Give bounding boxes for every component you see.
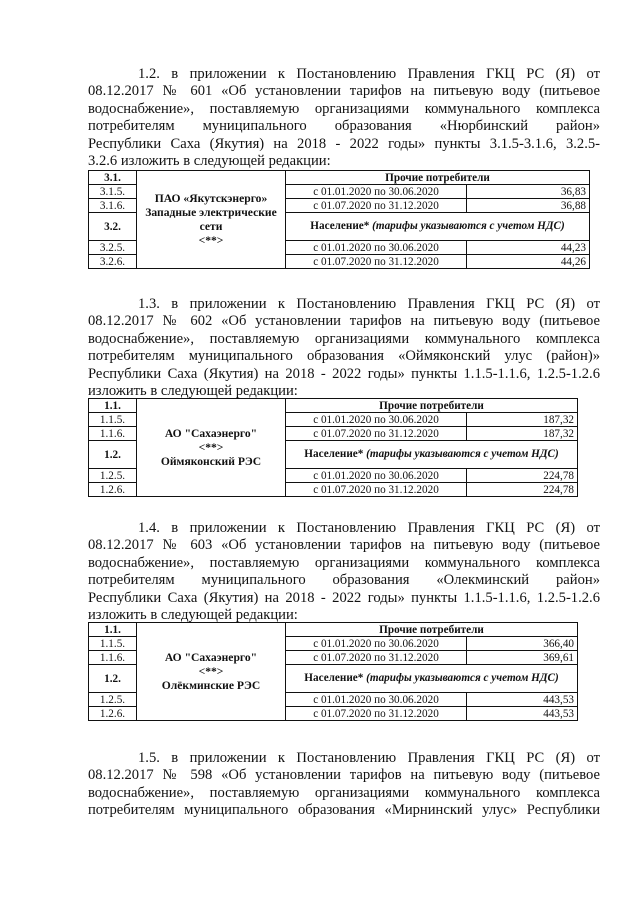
table-cell-period: с 01.01.2020 по 30.06.2020 <box>286 637 467 651</box>
group-header: Прочие потребители <box>286 623 578 637</box>
table-cell-value: 187,32 <box>467 427 578 441</box>
table-cell-period: с 01.01.2020 по 30.06.2020 <box>286 241 467 255</box>
group-header: Прочие потребители <box>286 399 578 413</box>
text-line: водоснабжение», поставляемую организациями коммунального комплекса <box>88 554 600 571</box>
text-line: 08.12.2017 № 603 «Об установлении тарифов на питьевую воду (питьевое <box>88 537 600 554</box>
text-line: потребителям муниципального образования «Оймяконский улус (район)» <box>88 348 600 365</box>
table-cell-period: с 01.01.2020 по 30.06.2020 <box>286 693 467 707</box>
table-cell-value: 36,88 <box>467 199 590 213</box>
table-cell-num: 1.2.6. <box>89 483 137 497</box>
text-line: 1.5. в приложении к Постановлению Правления ГКЦ РС (Я) от <box>138 750 600 766</box>
section-1-3-text <box>88 296 600 400</box>
table-cell-period: с 01.07.2020 по 31.12.2020 <box>286 707 467 721</box>
org-note: <**> <box>198 233 224 247</box>
text-line: 1.3. в приложении к Постановлению Правления ГКЦ РС (Я) от <box>138 296 600 312</box>
table-cell-value: 224,78 <box>467 483 578 497</box>
table-cell-num: 1.2.6. <box>89 707 137 721</box>
population-header <box>286 665 578 693</box>
text-line: Республики Саха (Якутия) на 2018 - 2022 годы» пункты 1.1.5-1.1.6, 1.2.5-1.2.6 <box>88 365 600 382</box>
population-header <box>286 441 578 469</box>
org-name: ПАО «Якутскэнерго» <box>154 191 268 205</box>
population-header <box>286 213 590 241</box>
table-cell-value: 44,23 <box>467 241 590 255</box>
table-cell-value: 443,53 <box>467 707 578 721</box>
section-1-4-text <box>88 520 600 624</box>
org-name: АО "Сахаэнерго" <box>164 426 258 440</box>
table-cell-num: 1.1. <box>89 623 137 637</box>
tariff-table-1-2 <box>88 170 590 269</box>
population-note: (тарифы указываются с учетом НДС) <box>363 448 559 461</box>
org-name: АО "Сахаэнерго" <box>164 650 258 664</box>
text-line: 3.2.6 изложить в следующей редакции: <box>88 153 331 170</box>
table-cell-value: 187,32 <box>467 413 578 427</box>
organization-cell <box>137 399 286 497</box>
table-cell-num: 3.1.6. <box>89 199 137 213</box>
table-cell-value: 36,83 <box>467 185 590 199</box>
text-line: потребителям муниципального образования «Мирнинский улус» Республики <box>88 802 600 819</box>
table-cell-num: 3.2.5. <box>89 241 137 255</box>
table-cell-period: с 01.01.2020 по 30.06.2020 <box>286 469 467 483</box>
population-label: Население* <box>310 220 370 233</box>
tariff-table-1-4 <box>88 622 578 721</box>
table-cell-num: 3.2.6. <box>89 255 137 269</box>
table-cell-value: 366,40 <box>467 637 578 651</box>
table-cell-value: 44,26 <box>467 255 590 269</box>
population-note: (тарифы указываются с учетом НДС) <box>363 672 559 685</box>
table-cell-num: 1.1.5. <box>89 637 137 651</box>
org-branch-2: сети <box>199 219 223 233</box>
text-line: изложить в следующей редакции: <box>88 383 298 400</box>
text-line: Республики Саха (Якутия) на 2018 - 2022 годы» пункты 1.1.5-1.1.6, 1.2.5-1.2.6 <box>88 589 600 606</box>
org-branch: Олёкминские РЭС <box>161 678 261 692</box>
table-cell-num: 1.1. <box>89 399 137 413</box>
org-branch: Западные электрические <box>145 205 277 219</box>
table-cell-num: 1.1.6. <box>89 427 137 441</box>
table-cell-period: с 01.07.2020 по 31.12.2020 <box>286 255 467 269</box>
table-cell-period: с 01.07.2020 по 31.12.2020 <box>286 427 467 441</box>
org-branch: Оймяконский РЭС <box>160 454 262 468</box>
table-cell-period: с 01.01.2020 по 30.06.2020 <box>286 185 467 199</box>
table-cell-period: с 01.01.2020 по 30.06.2020 <box>286 413 467 427</box>
population-note: (тарифы указываются с учетом НДС) <box>369 220 565 233</box>
text-line: водоснабжение», поставляемую организациями коммунального комплекса <box>88 330 600 347</box>
table-cell-value: 443,53 <box>467 693 578 707</box>
organization-cell <box>137 623 286 721</box>
table-cell-num: 1.2.5. <box>89 469 137 483</box>
text-line: изложить в следующей редакции: <box>88 607 298 624</box>
table-cell-period: с 01.07.2020 по 31.12.2020 <box>286 199 467 213</box>
table-cell-period: с 01.07.2020 по 31.12.2020 <box>286 651 467 665</box>
text-line: 1.2. в приложении к Постановлению Правления ГКЦ РС (Я) от <box>138 66 600 82</box>
table-cell-num: 1.2. <box>89 441 137 469</box>
text-line: 08.12.2017 № 602 «Об установлении тарифов на питьевую воду (питьевое <box>88 313 600 330</box>
org-note: <**> <box>198 440 224 454</box>
table-cell-num: 1.1.6. <box>89 651 137 665</box>
section-1-5-text <box>88 750 600 820</box>
text-line: Республики Саха (Якутия) на 2018 - 2022 годы» пункты 3.1.5-3.1.6, 3.2.5- <box>88 135 600 152</box>
text-line: водоснабжение», поставляемую организациями коммунального комплекса <box>88 784 600 801</box>
text-line: потребителям муниципального образования «Нюрбинский район» <box>88 118 600 135</box>
population-label: Население* <box>304 448 364 461</box>
text-line: водоснабжение», поставляемую организациями коммунального комплекса <box>88 100 600 117</box>
table-cell-value: 224,78 <box>467 469 578 483</box>
table-cell-num: 3.2. <box>89 213 137 241</box>
section-1-2-text <box>88 66 600 170</box>
table-cell-value: 369,61 <box>467 651 578 665</box>
table-cell-num: 3.1.5. <box>89 185 137 199</box>
table-cell-num: 1.1.5. <box>89 413 137 427</box>
text-line: 08.12.2017 № 598 «Об установлении тарифов на питьевую воду (питьевое <box>88 767 600 784</box>
text-line: потребителям муниципального образования «Олекминский район» <box>88 572 600 589</box>
table-cell-period: с 01.07.2020 по 31.12.2020 <box>286 483 467 497</box>
table-cell-num: 1.2.5. <box>89 693 137 707</box>
org-note: <**> <box>198 664 224 678</box>
population-label: Население* <box>304 672 364 685</box>
text-line: 1.4. в приложении к Постановлению Правления ГКЦ РС (Я) от <box>138 520 600 536</box>
table-cell-num: 1.2. <box>89 665 137 693</box>
text-line: 08.12.2017 № 601 «Об установлении тарифов на питьевую воду (питьевое <box>88 83 600 100</box>
group-header: Прочие потребители <box>286 171 590 185</box>
tariff-table-1-3 <box>88 398 578 497</box>
organization-cell <box>137 171 286 269</box>
table-cell-num: 3.1. <box>89 171 137 185</box>
